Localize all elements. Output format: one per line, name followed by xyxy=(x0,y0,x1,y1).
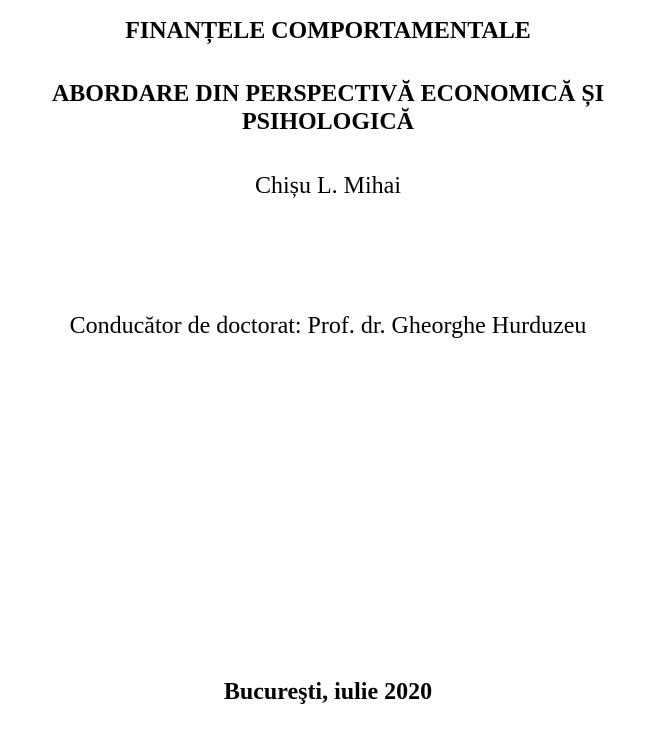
document-subtitle: ABORDARE DIN PERSPECTIVĂ ECONOMICĂ ȘI PSIHOLOGICĂ xyxy=(51,81,605,135)
author-name: Chișu L. Mihai xyxy=(254,173,401,199)
doctoral-supervisor: Conducător de doctorat: Prof. dr. Gheorghe Hurduzeu xyxy=(69,313,587,339)
document-title: FINANȚELE COMPORTAMENTALE xyxy=(125,18,531,44)
place-and-date: Bucureşti, iulie 2020 xyxy=(223,679,433,705)
